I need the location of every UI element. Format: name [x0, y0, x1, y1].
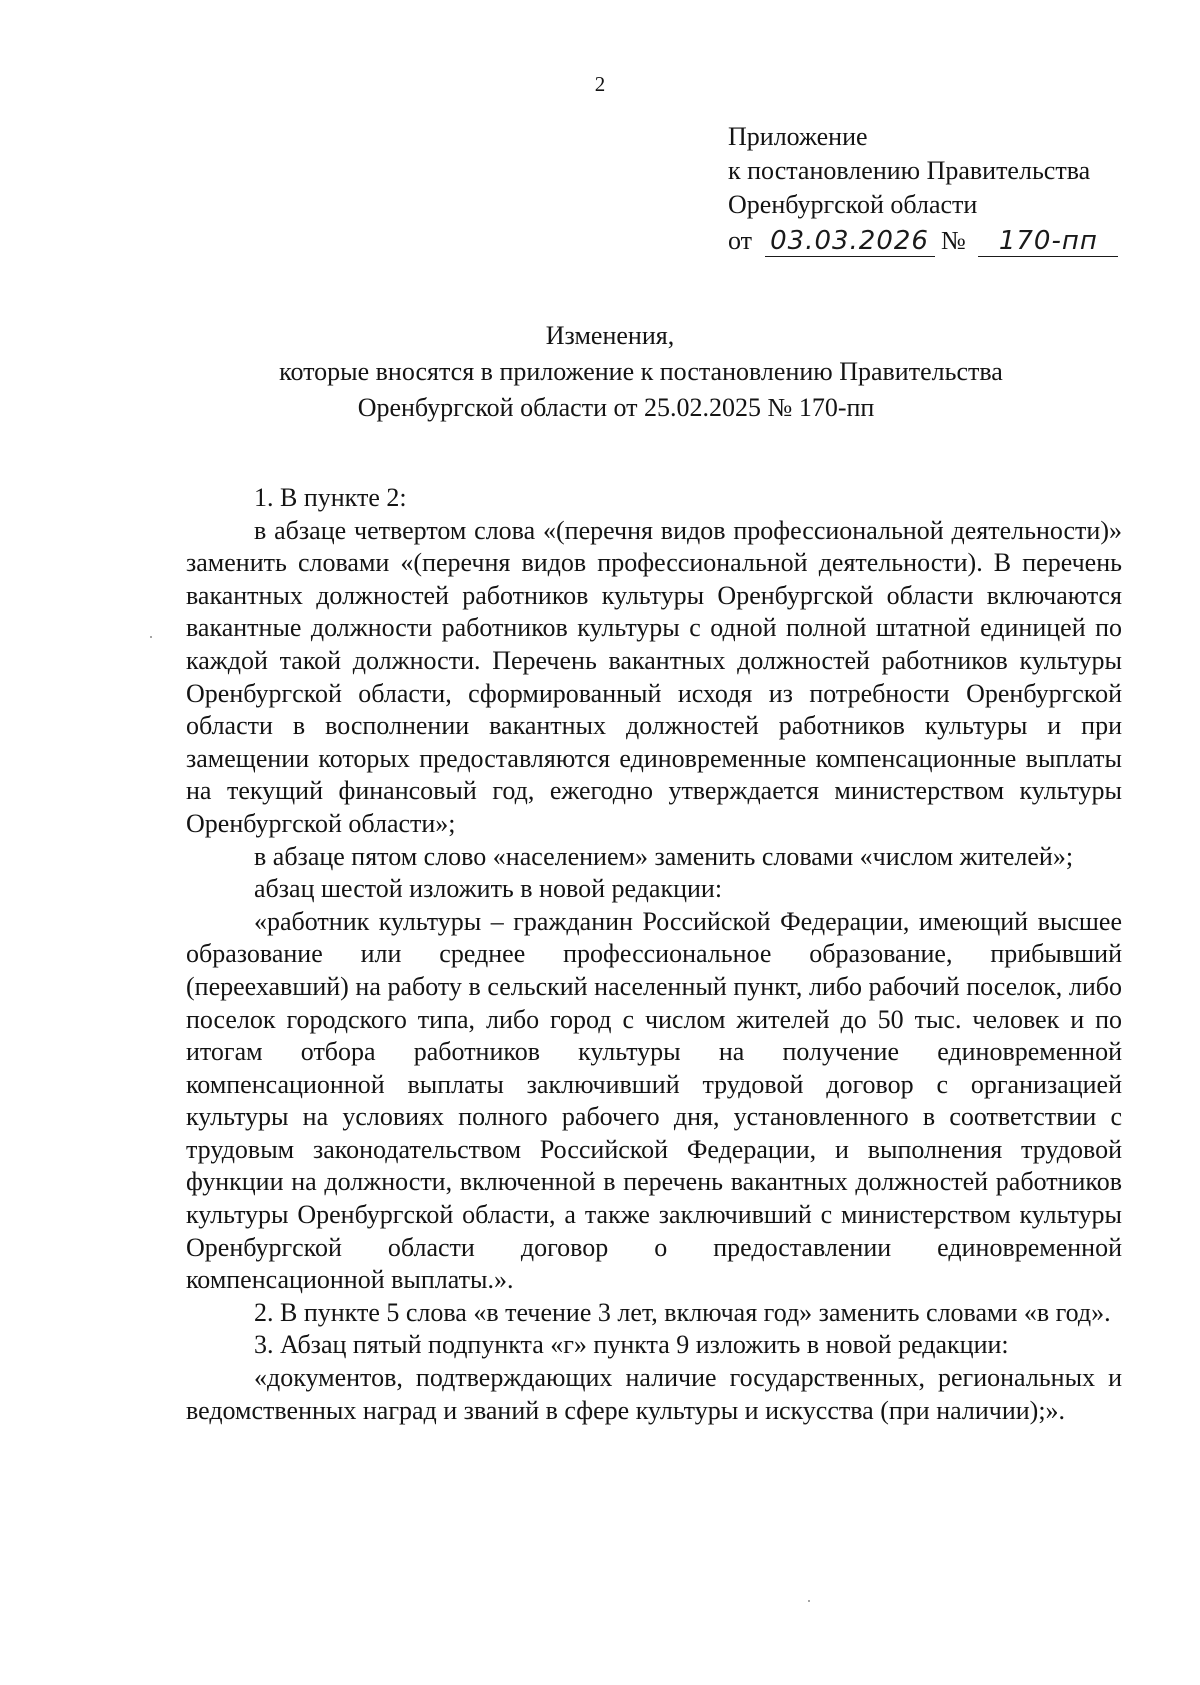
- appendix-region: Оренбургской области: [728, 190, 978, 219]
- document-body: [186, 482, 1122, 1427]
- paragraph-item-3-text: «документов, подтверждающих наличие государственных, региональных и ведомственных наград и званий в сфере культуры и искусства (при наличии);».: [186, 1363, 1122, 1425]
- appendix-header: [728, 120, 1118, 258]
- appendix-title: Приложение: [728, 122, 868, 151]
- appendix-reference: к постановлению Правительства: [728, 156, 1091, 185]
- title-line-2: которые вносятся в приложение к постановлению Правительства: [279, 357, 1003, 386]
- handwritten-date: 03.03.2026: [765, 226, 935, 257]
- paragraph-item-1: 1. В пункте 2:: [254, 483, 407, 512]
- document-title: [0, 318, 1200, 426]
- paragraph-item-2: 2. В пункте 5 слова «в течение 3 лет, включая год» заменить словами «в год».: [254, 1297, 1111, 1327]
- scan-speck: [150, 636, 152, 638]
- paragraph-abzac-6-intro: абзац шестой изложить в новой редакции:: [254, 874, 723, 904]
- paragraph-item-3: 3. Абзац пятый подпункта «г» пункта 9 изложить в новой редакции:: [254, 1330, 1009, 1360]
- appendix-date-number-line: [728, 224, 1118, 258]
- page-number: 2: [594, 72, 606, 96]
- scan-speck: [808, 1600, 810, 1602]
- handwritten-number: 170-пп: [978, 226, 1118, 257]
- paragraph-abzac-4: в абзаце четвертом слова «(перечня видов профессиональной деятельности)» заменить словами «(перечня видов профессиональной деятельности). В перечень вакантных должностей работников культуры Оренбургской области включаются вакантные должности работников культуры с одной полной штатной единицей по каждой такой должности. Перечень вакантных должностей работников культуры Оренбургской области, сформированный исходя из потребности Оренбургской области в восполнении вакантных должностей работников культуры и при замещении которых предоставляются единовременные компенсационные выплаты на текущий финансовый год, ежегодно утверждается министерством культуры Оренбургской области»;: [186, 515, 1122, 838]
- paragraph-abzac-6-text: «работник культуры – гражданин Российской Федерации, имеющий высшее образование или среднее профессиональное образование, прибывший (переехавший) на работу в сельский населенный пункт, либо рабочий поселок, либо поселок городского типа, либо город с числом жителей до 50 тыс. человек и по итогам отбора работников культуры на получение единовременной компенсационной выплаты заключивший трудовой договор с организацией культуры на условиях полного рабочего дня, установленного в соответствии с трудовым законодательством Российской Федерации, и выполнения трудовой функции на должности, включенной в перечень вакантных должностей работников культуры Оренбургской области, а также заключивший с министерством культуры Оренбургской области договор о предоставлении единовременной компенсационной выплаты.».: [186, 906, 1122, 1295]
- number-label: №: [941, 226, 966, 255]
- title-line-1: Изменения,: [545, 321, 675, 350]
- title-line-3: Оренбургской области от 25.02.2025 № 170-пп: [357, 393, 875, 422]
- paragraph-abzac-5: в абзаце пятом слово «населением» заменить словами «числом жителей»;: [254, 841, 1074, 871]
- from-label: от: [728, 226, 753, 255]
